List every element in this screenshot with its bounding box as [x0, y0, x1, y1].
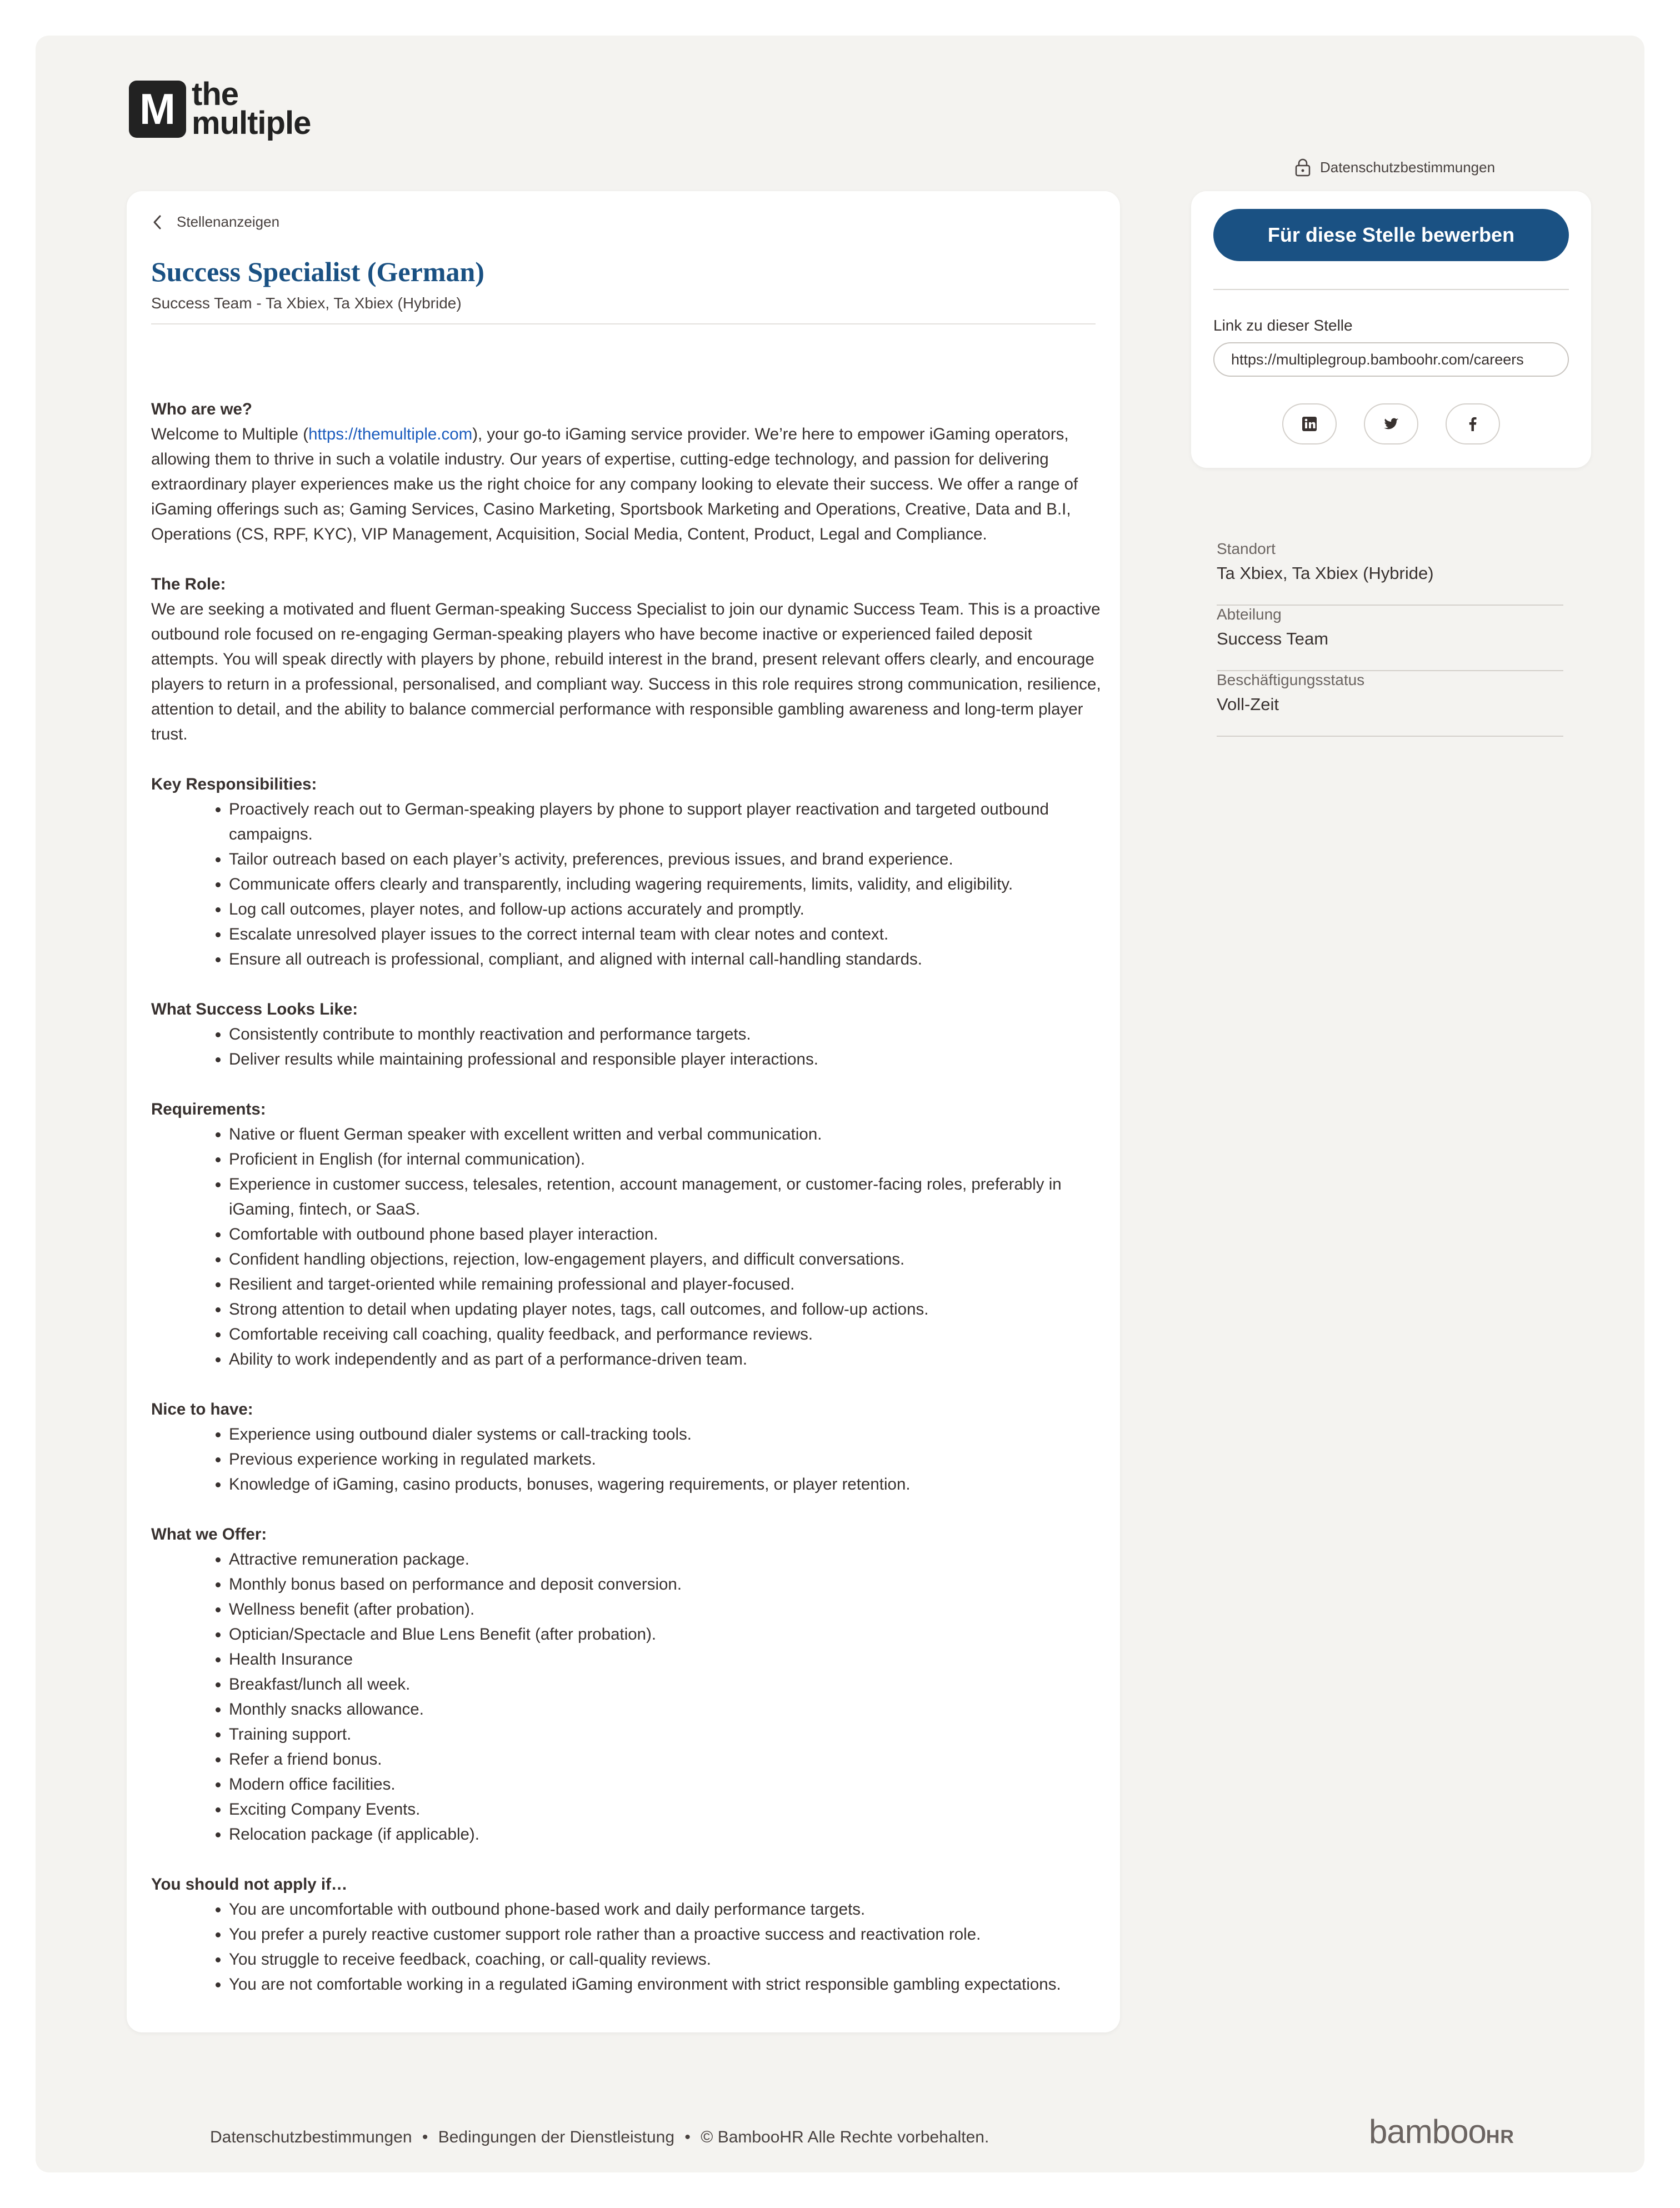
section-heading: Who are we?: [151, 400, 252, 418]
logo-wordmark: the multiple: [192, 76, 311, 141]
footer-privacy-link[interactable]: Datenschutzbestimmungen: [210, 2128, 412, 2146]
list-item: • Wellness benefit (after probation).: [229, 1597, 1101, 1622]
job-description-card: [127, 191, 1120, 2032]
privacy-link-label: Datenschutzbestimmungen: [1320, 158, 1496, 176]
divider: [1213, 289, 1569, 290]
footer-separator: •: [422, 2128, 428, 2146]
bullet-list: [151, 1022, 1101, 1072]
job-link-field[interactable]: [1213, 342, 1569, 377]
list-item: • Proficient in English (for internal communication).: [229, 1147, 1101, 1172]
detail-employment-status: [1217, 671, 1563, 737]
list-item: • You are uncomfortable with outbound phone-based work and daily performance targets.: [229, 1897, 1101, 1922]
list-item: • Knowledge of iGaming, casino products, bonuses, wagering requirements, or player retention.: [229, 1472, 1101, 1497]
logo-mark-icon: M: [129, 81, 186, 138]
list-item: • Communicate offers clearly and transparently, including wagering requirements, limits, validity, and eligibility.: [229, 872, 1101, 897]
linkedin-icon: [1301, 415, 1318, 433]
list-item: • Ability to work independently and as part of a performance-driven team.: [229, 1347, 1101, 1372]
facebook-icon: [1464, 415, 1482, 433]
share-linkedin-button[interactable]: [1282, 403, 1337, 444]
list-item: • Modern office facilities.: [229, 1772, 1101, 1797]
list-item: • Confident handling objections, rejection, low-engagement players, and difficult conversations.: [229, 1247, 1101, 1272]
detail-label: Standort: [1217, 540, 1276, 557]
section-heading: You should not apply if…: [151, 1875, 348, 1894]
job-title: Success Specialist (German): [151, 256, 484, 287]
divider: [151, 323, 1096, 324]
apply-button[interactable]: Für diese Stelle bewerben: [1213, 209, 1569, 261]
detail-department: [1217, 606, 1563, 671]
detail-label: Beschäftigungsstatus: [1217, 671, 1365, 688]
company-logo[interactable]: [129, 76, 311, 141]
detail-location: [1217, 540, 1563, 606]
list-item: • Escalate unresolved player issues to the correct internal team with clear notes and context.: [229, 922, 1101, 947]
footer-separator: •: [684, 2128, 691, 2146]
job-description: [151, 397, 1101, 1997]
list-item: • Native or fluent German speaker with excellent written and verbal communication.: [229, 1122, 1101, 1147]
list-item: • Resilient and target-oriented while remaining professional and player-focused.: [229, 1272, 1101, 1297]
lock-icon: [1294, 158, 1311, 177]
list-item: • Health Insurance: [229, 1647, 1101, 1672]
list-item: • Exciting Company Events.: [229, 1797, 1101, 1822]
description-sections: [151, 747, 1101, 1997]
section-heading: Nice to have:: [151, 1400, 253, 1418]
list-item: • Monthly snacks allowance.: [229, 1697, 1101, 1722]
footer-links: [210, 2128, 989, 2147]
bullet-list: [151, 1897, 1101, 1997]
detail-value: Ta Xbiex, Ta Xbiex (Hybride): [1217, 563, 1434, 583]
bullet-list: [151, 797, 1101, 972]
list-item: • Comfortable receiving call coaching, quality feedback, and performance reviews.: [229, 1322, 1101, 1347]
list-item: • You struggle to receive feedback, coaching, or call-quality reviews.: [229, 1947, 1101, 1972]
page-background: [36, 36, 1644, 2172]
list-item: • Experience in customer success, telesales, retention, account management, or customer-facing roles, preferably in iGaming, fintech, or SaaS.: [229, 1172, 1101, 1222]
apply-card: [1191, 191, 1591, 468]
back-link-label: Stellenanzeigen: [177, 213, 280, 230]
list-item: • Log call outcomes, player notes, and follow-up actions accurately and promptly.: [229, 897, 1101, 922]
bullet-list: [151, 1122, 1101, 1372]
list-item: • Monthly bonus based on performance and deposit conversion.: [229, 1572, 1101, 1597]
list-item: • Tailor outreach based on each player’s activity, preferences, previous issues, and brand experience.: [229, 847, 1101, 872]
detail-label: Abteilung: [1217, 606, 1282, 623]
list-item: • Comfortable with outbound phone based player interaction.: [229, 1222, 1101, 1247]
list-item: • Breakfast/lunch all week.: [229, 1672, 1101, 1697]
list-item: • Attractive remuneration package.: [229, 1547, 1101, 1572]
twitter-icon: [1382, 415, 1400, 433]
list-item: • Proactively reach out to German-speaking players by phone to support player reactivation and targeted outbound campaigns.: [229, 797, 1101, 847]
chevron-left-icon: [151, 214, 163, 231]
list-item: • Deliver results while maintaining professional and responsible player interactions.: [229, 1047, 1101, 1072]
detail-value: Success Team: [1217, 629, 1329, 648]
section-heading: Key Responsibilities:: [151, 775, 317, 793]
section-heading: The Role:: [151, 575, 226, 593]
company-website-link[interactable]: https://themultiple.com: [308, 425, 473, 443]
list-item: • Optician/Spectacle and Blue Lens Benefit (after probation).: [229, 1622, 1101, 1647]
share-facebook-button[interactable]: [1446, 403, 1500, 444]
list-item: • Training support.: [229, 1722, 1101, 1747]
share-twitter-button[interactable]: [1364, 403, 1418, 444]
footer-terms-link[interactable]: Bedingungen der Dienstleistung: [438, 2128, 675, 2146]
list-item: • Relocation package (if applicable).: [229, 1822, 1101, 1847]
job-subtitle: Success Team - Ta Xbiex, Ta Xbiex (Hybride): [151, 294, 462, 312]
list-item: • Strong attention to detail when updating player notes, tags, call outcomes, and follow-up actions.: [229, 1297, 1101, 1322]
privacy-link-top[interactable]: [1294, 158, 1495, 177]
list-item: • You prefer a purely reactive customer support role rather than a proactive success and reactivation role.: [229, 1922, 1101, 1947]
list-item: • You are not comfortable working in a regulated iGaming environment with strict responsible gambling expectations.: [229, 1972, 1101, 1997]
list-item: • Ensure all outreach is professional, compliant, and aligned with internal call-handling standards.: [229, 947, 1101, 972]
bamboohr-logo[interactable]: [1369, 2112, 1514, 2151]
list-item: • Consistently contribute to monthly reactivation and performance targets.: [229, 1022, 1101, 1047]
section-heading: Requirements:: [151, 1100, 266, 1118]
job-link-label: Link zu dieser Stelle: [1213, 317, 1353, 334]
job-details: [1217, 540, 1563, 737]
list-item: • Previous experience working in regulated markets.: [229, 1447, 1101, 1472]
section-heading: What Success Looks Like:: [151, 1000, 358, 1018]
bamboohr-wordmark: bamboo: [1369, 2113, 1486, 2150]
detail-value: Voll-Zeit: [1217, 695, 1279, 714]
bullet-list: [151, 1547, 1101, 1847]
back-to-listings-link[interactable]: [151, 213, 279, 231]
list-item: • Experience using outbound dialer systems or call-tracking tools.: [229, 1422, 1101, 1447]
bullet-list: [151, 1422, 1101, 1497]
list-item: • Refer a friend bonus.: [229, 1747, 1101, 1772]
footer-copyright: © BambooHR Alle Rechte vorbehalten.: [701, 2128, 989, 2146]
bamboohr-suffix: HR: [1486, 2126, 1514, 2147]
intro-paragraph: Welcome to Multiple (https://themultiple.com), your go-to iGaming service provider. We’re here to empower iGaming operators, allowing them to thrive in such a volatile industry. Our years of expertise, cutting-edge technology, and passion for delivering extraordinary player experiences make us the right choice for any company looking to elevate their success. We offer a range of iGaming offerings such as; Gaming Services, Casino Marketing, Sportsbook Marketing and Operations, Creative, Data and B.I, Operations (CS, RPF, KYC), VIP Management, Acquisition, Social Media, Content, Product, Legal and Compliance.: [151, 425, 1078, 543]
role-paragraph: We are seeking a motivated and fluent German-speaking Success Specialist to join our dynamic Success Team. This is a proactive outbound role focused on re-engaging German-speaking players who have become inactive or experienced failed deposit attempts. You will speak directly with players by phone, rebuild interest in the brand, present relevant offers clearly, and encourage players to return in a professional, personalised, and compliant way. Success in this role requires strong communication, resilience, attention to detail, and the ability to balance commercial performance with responsible gambling awareness and long-term player trust.: [151, 600, 1101, 743]
section-heading: What we Offer:: [151, 1525, 267, 1543]
